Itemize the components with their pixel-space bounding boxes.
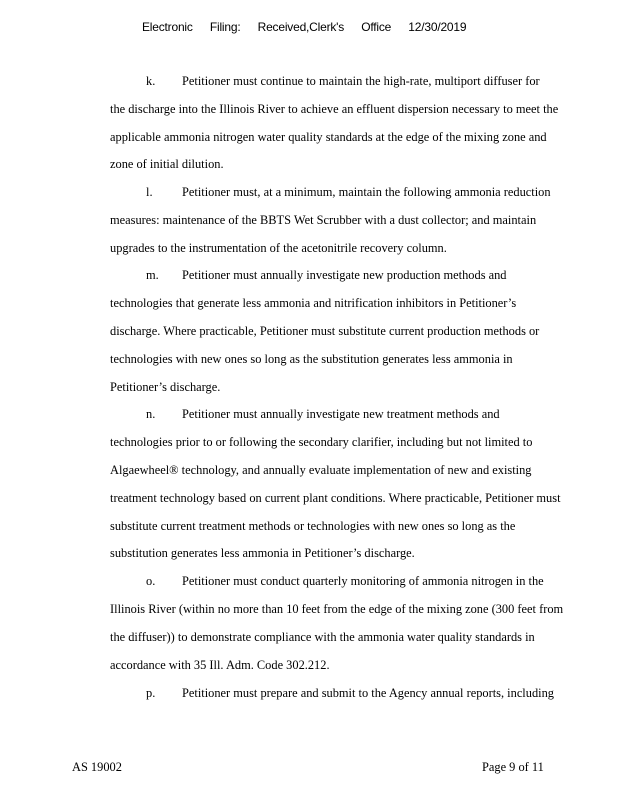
item-marker: n. bbox=[146, 407, 156, 421]
text-line: treatment technology based on current plant conditions. Where practicable, Petitioner must bbox=[110, 491, 561, 505]
header-date: 12/30/2019 bbox=[408, 20, 467, 34]
text-line bbox=[146, 407, 500, 421]
page-number: Page 9 of 11 bbox=[482, 760, 544, 774]
item-marker: o. bbox=[146, 574, 156, 588]
item-marker: m. bbox=[146, 268, 159, 282]
text-line bbox=[146, 574, 544, 588]
text-line: measures: maintenance of the BBTS Wet Scrubber with a dust collector; and maintain bbox=[110, 213, 537, 227]
text-line: the diffuser)) to demonstrate compliance with the ammonia water quality standards in bbox=[110, 630, 535, 644]
line-text: Petitioner must conduct quarterly monitoring of ammonia nitrogen in the bbox=[182, 574, 544, 588]
header-filing: Filing: bbox=[209, 20, 241, 34]
text-line: upgrades to the instrumentation of the acetonitrile recovery column. bbox=[110, 241, 447, 255]
text-line bbox=[146, 686, 554, 700]
text-line bbox=[146, 185, 551, 199]
text-line: Algaewheel® technology, and annually evaluate implementation of new and existing bbox=[110, 463, 532, 477]
text-line: discharge. Where practicable, Petitioner must substitute current production methods or bbox=[110, 324, 540, 338]
line-text: Petitioner must continue to maintain the high-rate, multiport diffuser for bbox=[182, 74, 540, 88]
text-line: technologies with new ones so long as the substitution generates less ammonia in bbox=[110, 352, 513, 366]
header-electronic: Electronic bbox=[142, 20, 193, 34]
text-line: Illinois River (within no more than 10 feet from the edge of the mixing zone (300 feet from bbox=[110, 602, 564, 616]
line-text: Petitioner must annually investigate new production methods and bbox=[182, 268, 507, 282]
text-line: the discharge into the Illinois River to achieve an effluent dispersion necessary to meet the bbox=[110, 102, 559, 116]
text-line: technologies that generate less ammonia and nitrification inhibitors in Petitioner’s bbox=[110, 296, 517, 310]
line-text: Petitioner must prepare and submit to the Agency annual reports, including bbox=[182, 686, 554, 700]
filing-header bbox=[142, 20, 480, 34]
text-line: zone of initial dilution. bbox=[110, 157, 224, 171]
text-line: technologies prior to or following the secondary clarifier, including but not limited to bbox=[110, 435, 533, 449]
docket-number: AS 19002 bbox=[72, 760, 122, 774]
text-line: applicable ammonia nitrogen water quality standards at the edge of the mixing zone and bbox=[110, 130, 547, 144]
text-line: substitution generates less ammonia in Petitioner’s discharge. bbox=[110, 546, 415, 560]
text-line: substitute current treatment methods or technologies with new ones so long as the bbox=[110, 519, 516, 533]
header-received: Received,Clerk's bbox=[257, 20, 345, 34]
text-line bbox=[146, 268, 507, 282]
text-line: accordance with 35 Ill. Adm. Code 302.212. bbox=[110, 658, 330, 672]
line-text: Petitioner must annually investigate new treatment methods and bbox=[182, 407, 500, 421]
item-marker: l. bbox=[146, 185, 153, 199]
item-marker: k. bbox=[146, 74, 156, 88]
text-line: Petitioner’s discharge. bbox=[110, 380, 221, 394]
line-text: Petitioner must, at a minimum, maintain the following ammonia reduction bbox=[182, 185, 551, 199]
item-marker: p. bbox=[146, 686, 156, 700]
text-line bbox=[146, 74, 540, 88]
header-office: Office bbox=[361, 20, 392, 34]
